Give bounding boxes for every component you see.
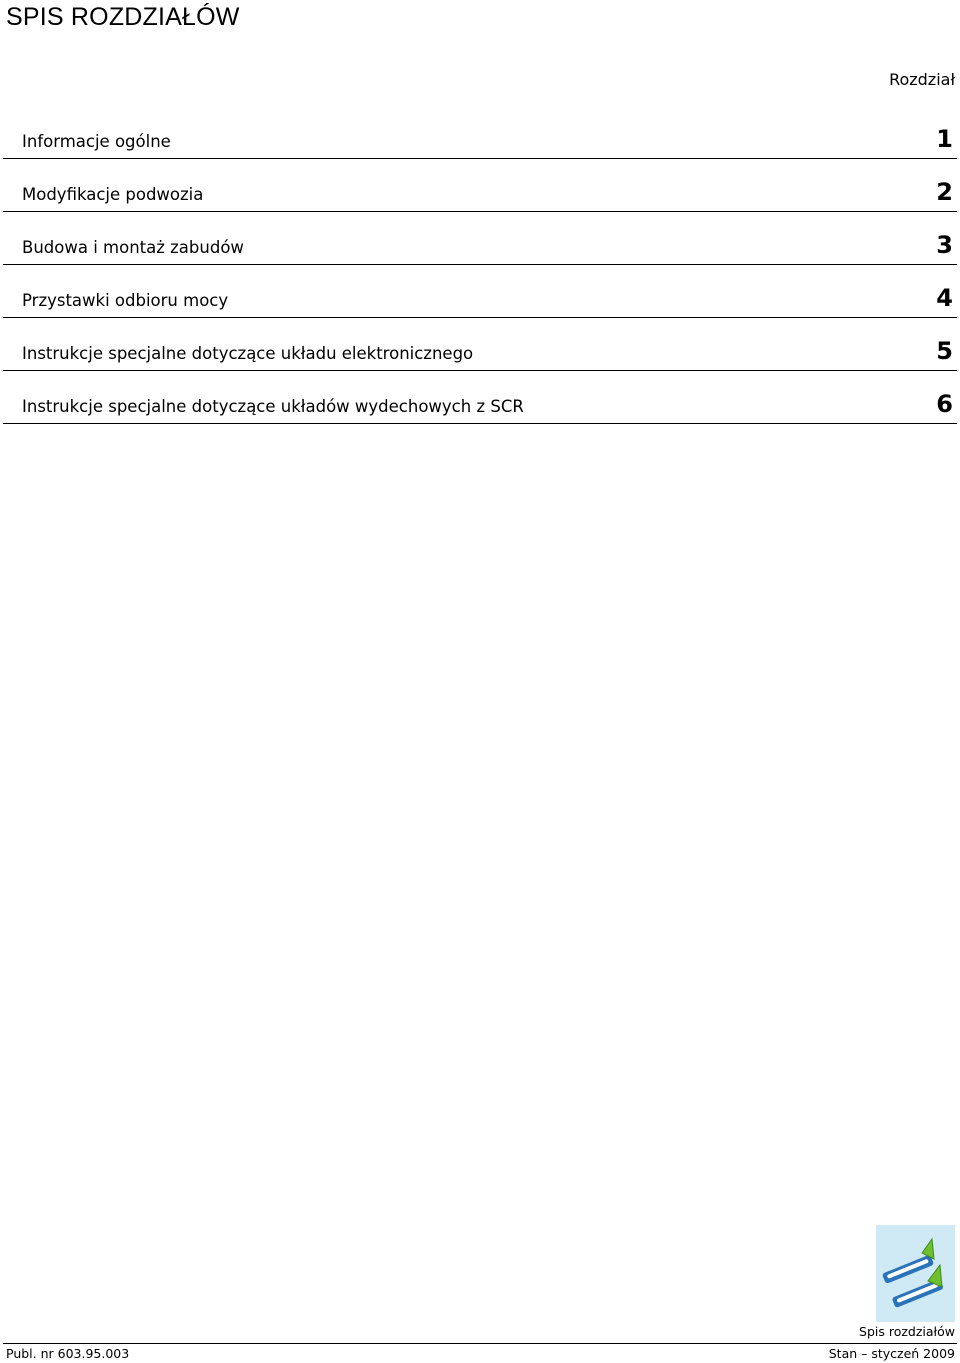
toc-label: Instrukcje specjalne dotyczące układów wydechowych z SCR <box>22 397 524 416</box>
toc-label: Modyfikacje podwozia <box>22 185 204 204</box>
toc-chapter-number: 3 <box>936 231 953 259</box>
toc-label: Instrukcje specjalne dotyczące układu elektronicznego <box>22 344 474 363</box>
toc-row-6[interactable] <box>3 371 957 424</box>
footer-divider <box>3 1343 957 1344</box>
toc-label: Przystawki odbioru mocy <box>22 291 229 310</box>
footer-section-name: Spis rozdziałów <box>859 1324 955 1339</box>
page-title: SPIS ROZDZIAŁÓW <box>6 3 240 31</box>
table-of-contents <box>3 106 957 424</box>
toc-label: Budowa i montaż zabudów <box>22 238 244 257</box>
wrench-arrows-icon <box>876 1225 955 1322</box>
footer-edition-date: Stan – styczeń 2009 <box>828 1346 955 1361</box>
toc-chapter-number: 6 <box>936 390 953 418</box>
toc-row-4[interactable] <box>3 265 957 318</box>
toc-chapter-number: 4 <box>936 284 953 312</box>
toc-label: Informacje ogólne <box>22 132 171 151</box>
chapter-column-header: Rozdział <box>889 70 955 89</box>
toc-row-3[interactable] <box>3 212 957 265</box>
toc-row-2[interactable] <box>3 159 957 212</box>
toc-chapter-number: 5 <box>936 337 953 365</box>
toc-chapter-number: 1 <box>936 125 953 153</box>
toc-row-5[interactable] <box>3 318 957 371</box>
toc-row-1[interactable] <box>3 106 957 159</box>
footer-publication-number: Publ. nr 603.95.003 <box>6 1346 130 1361</box>
toc-chapter-number: 2 <box>936 178 953 206</box>
